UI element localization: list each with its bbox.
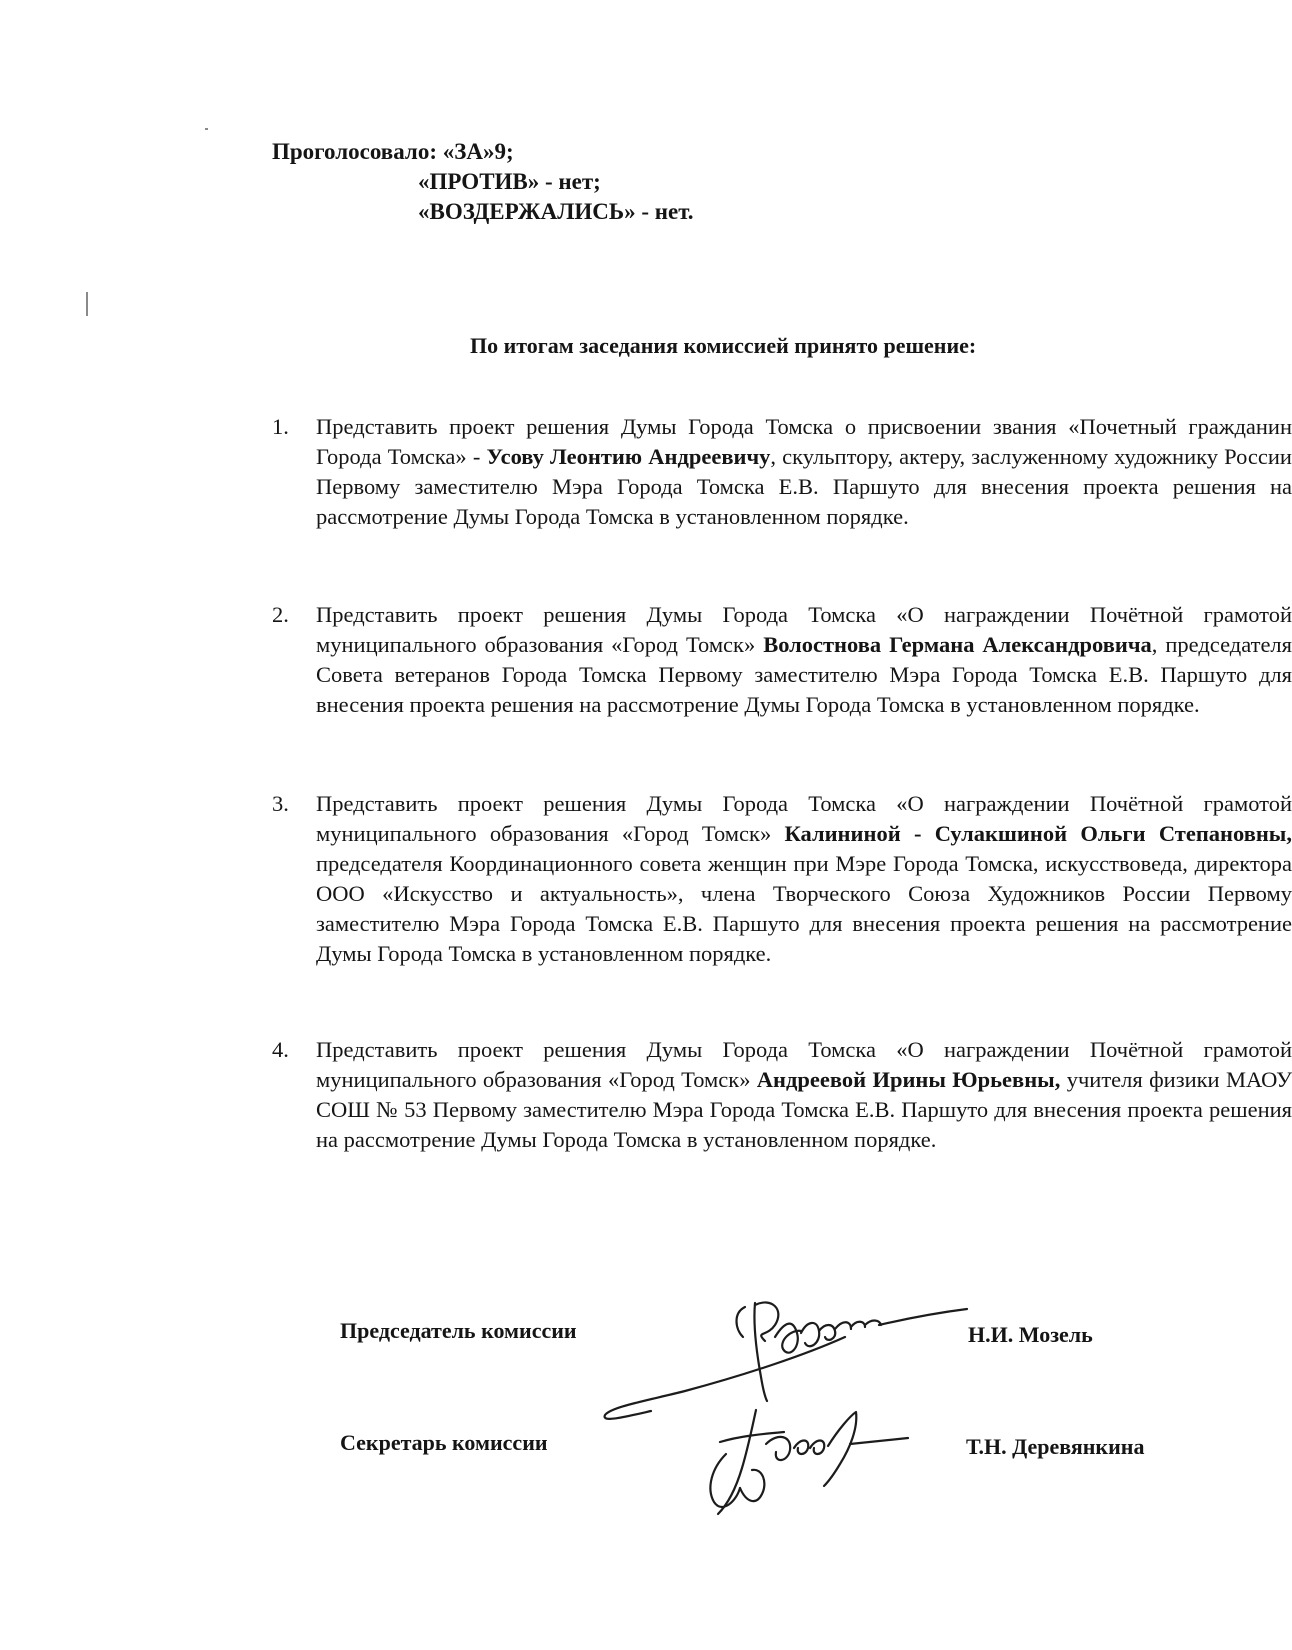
secretary-signature	[690, 1392, 930, 1537]
decision-title: По итогам заседания комиссией принято решение:	[470, 333, 977, 358]
item-recipient: Усову Леонтию Андреевичу	[486, 444, 771, 469]
decision-item	[272, 789, 1292, 969]
item-text	[316, 1035, 1292, 1155]
item-number: 2.	[272, 602, 289, 627]
item-recipient: Андреевой Ирины Юрьевны,	[756, 1067, 1061, 1092]
item-text-start: Представить проект решения Думы Города Томска «О награждении Почётной грамотой муниципального образования «Город Томск»	[316, 602, 1292, 657]
item-number: 3.	[272, 791, 289, 816]
item-number: 1.	[272, 414, 289, 439]
vote-abstained: «ВОЗДЕРЖАЛИСЬ» - нет.	[418, 199, 694, 224]
secretary-label: Секретарь комиссии	[340, 1430, 548, 1455]
scan-speck	[205, 128, 208, 130]
item-text	[316, 412, 1292, 532]
item-text-end: учителя физики МАОУ СОШ № 53 Первому заместителю Мэра Города Томска Е.В. Паршуто для внесения проекта решения на рассмотрение Думы Города Томска в установленном порядке.	[316, 1067, 1292, 1152]
item-text-start: Представить проект решения Думы Города Томска о присвоении звания «Почетный гражданин Города Томска» -	[316, 414, 1292, 469]
item-text-end: , скульптору, актеру, заслуженному художнику России Первому заместителю Мэра Города Томска Е.В. Паршуто для внесения проекта решения на рассмотрение Думы Города Томска в установленном порядке.	[316, 444, 1292, 529]
vote-for: Проголосовало: «ЗА»9;	[272, 139, 514, 164]
decision-item	[272, 600, 1292, 720]
item-number: 4.	[272, 1037, 289, 1062]
decision-item	[272, 1035, 1292, 1155]
item-text-start: Представить проект решения Думы Города Томска «О награждении Почётной грамотой муниципального образования «Город Томск»	[316, 1037, 1292, 1092]
item-text	[316, 789, 1292, 969]
decision-item	[272, 412, 1292, 532]
chair-name: Н.И. Мозель	[968, 1322, 1093, 1347]
item-text-end: председателя Координационного совета женщин при Мэре Города Томска, искусствоведа, директора ООО «Искусство и актуальность», члена Творческого Союза Художников России Первому заместителю Мэра Города Томска Е.В. Паршуто для внесения проекта решения на рассмотрение Думы Города Томска в установленном порядке.	[316, 851, 1292, 966]
chair-label: Председатель комиссии	[340, 1318, 577, 1343]
vote-results	[272, 137, 694, 227]
item-recipient: Калининой - Сулакшиной Ольги Степановны,	[784, 821, 1292, 846]
item-text-end: , председателя Совета ветеранов Города Томска Первому заместителю Мэра Города Томска Е.В. Паршуто для внесения проекта решения на рассмотрение Думы Города Томска в установленном порядке.	[316, 632, 1292, 717]
vote-against: «ПРОТИВ» - нет;	[418, 169, 601, 194]
item-text-start: Представить проект решения Думы Города Томска «О награждении Почётной грамотой муниципального образования «Город Томск»	[316, 791, 1292, 846]
scan-line-mark	[86, 292, 88, 316]
secretary-name: Т.Н. Деревянкина	[966, 1434, 1145, 1459]
item-text	[316, 600, 1292, 720]
item-recipient: Волостнова Германа Александровича	[763, 632, 1152, 657]
